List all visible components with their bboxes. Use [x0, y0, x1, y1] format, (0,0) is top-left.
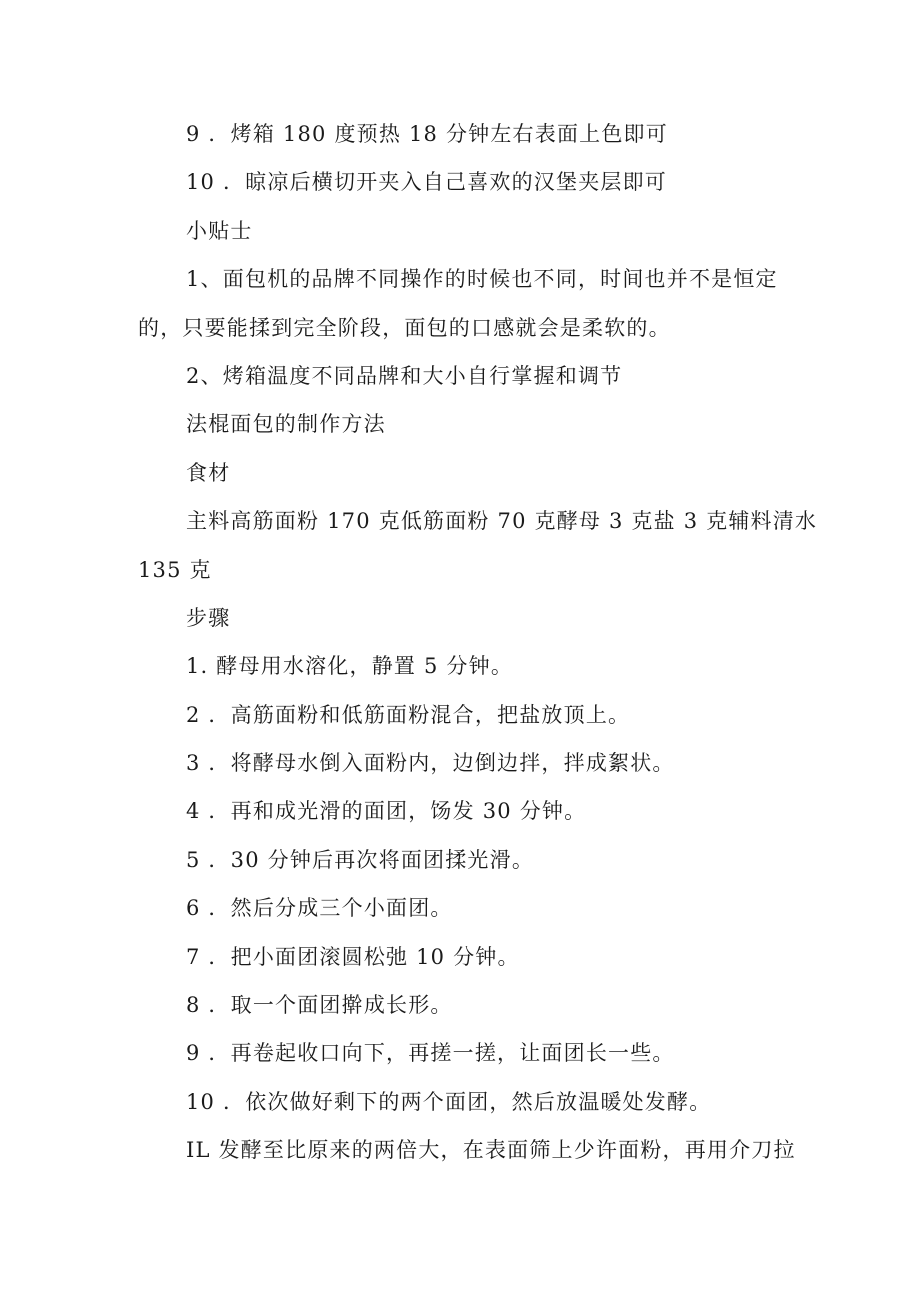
section-title-baguette: 法棍面包的制作方法: [186, 412, 386, 437]
ingredients-heading: 食材: [186, 460, 231, 485]
step-9-bake: 9 ．烤箱 180 度预热 18 分钟左右表面上色即可: [186, 122, 668, 146]
tip-1-line-2: 的，只要能揉到完全阶段，面包的口感就会是柔软的。: [138, 315, 671, 340]
step-9: 9 ．再卷起收口向下，再搓一搓，让面团长一些。: [186, 1041, 675, 1066]
document-body: [138, 110, 818, 1175]
ingredients-line-2: 135 克: [138, 557, 212, 582]
step-7: 7 ．把小面团滚圆松弛 10 分钟。: [186, 944, 520, 969]
step-5: 5 ．30 分钟后再次将面团揉光滑。: [186, 847, 535, 872]
step-6: 6 ．然后分成三个小面团。: [186, 896, 453, 921]
ingredients-line-1: 主料高筋面粉 170 克低筋面粉 70 克酵母 3 克盐 3 克辅料清水: [186, 509, 818, 534]
tip-2: 2、烤箱温度不同品牌和大小自行掌握和调节: [186, 363, 623, 388]
step-4: 4 ．再和成光滑的面团，饧发 30 分钟。: [186, 799, 587, 824]
step-10-assemble: 10 ．晾凉后横切开夹入自己喜欢的汉堡夹层即可: [186, 170, 667, 195]
step-3: 3 ．将酵母水倒入面粉内，边倒边拌，拌成絮状。: [186, 751, 675, 776]
step-1: 1. 酵母用水溶化，静置 5 分钟。: [186, 654, 514, 679]
step-11: IL 发酵至比原来的两倍大，在表面筛上少许面粉，再用介刀拉: [186, 1138, 796, 1163]
tips-heading: 小贴士: [186, 218, 253, 243]
step-8: 8 ．取一个面团擀成长形。: [186, 993, 453, 1018]
steps-heading: 步骤: [186, 605, 231, 630]
step-2: 2 ．高筋面粉和低筋面粉混合，把盐放顶上。: [186, 702, 631, 727]
tip-1-line-1: 1、面包机的品牌不同操作的时候也不同，时间也并不是恒定: [186, 267, 778, 292]
step-10: 10 ．依次做好剩下的两个面团，然后放温暖处发酵。: [186, 1089, 712, 1114]
